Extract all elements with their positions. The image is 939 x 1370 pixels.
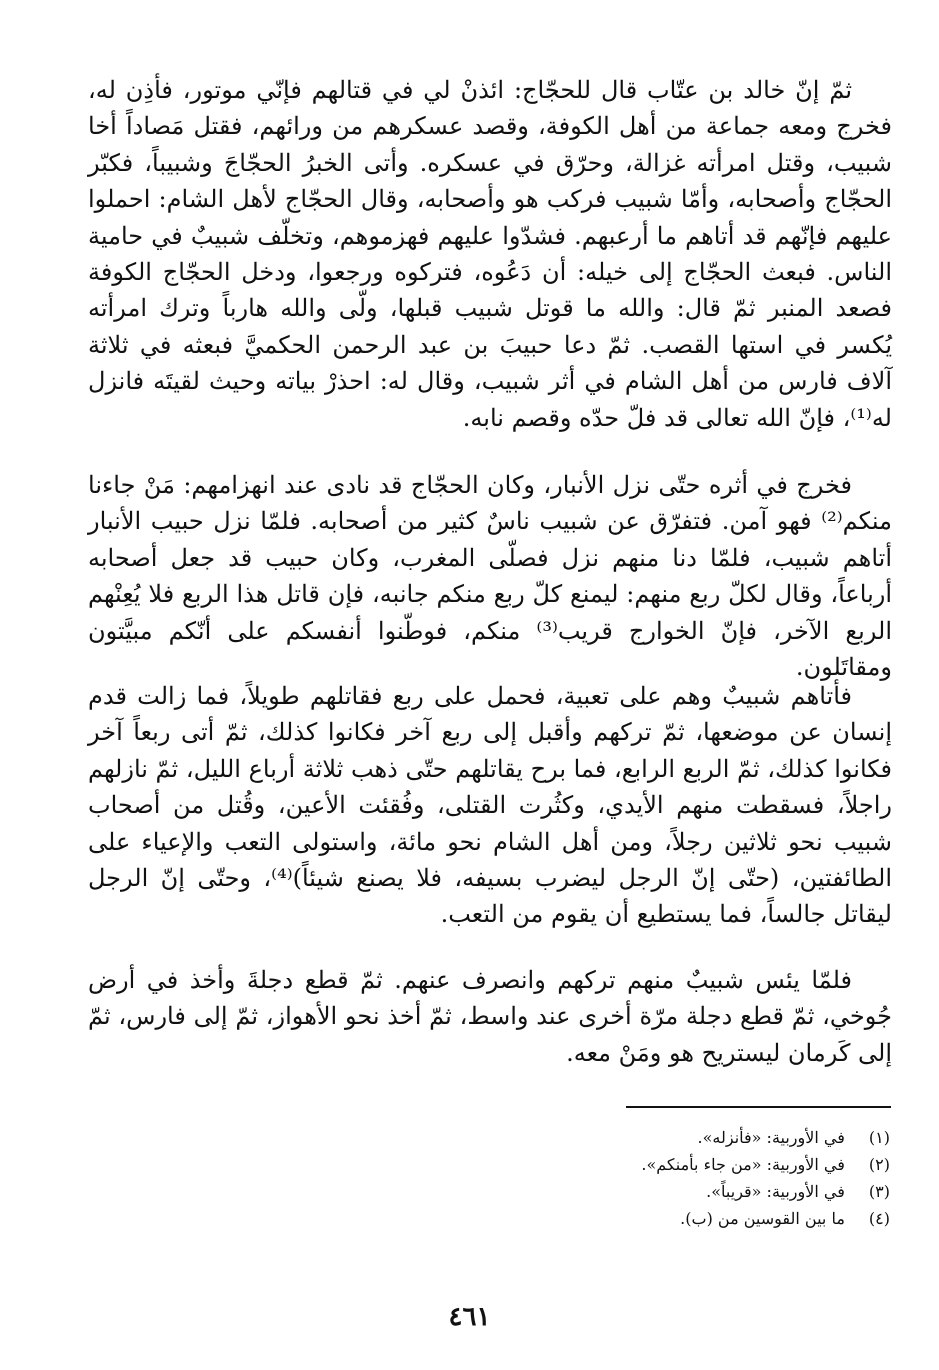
footnote-number: (٤): [868, 1209, 890, 1228]
footnote-number: (١): [868, 1128, 890, 1147]
footnote-item: [500, 1151, 890, 1178]
footnote-text: ما بين القوسين من (ب).: [680, 1209, 845, 1228]
footnote-text: في الأوربية: «فأنزله».: [697, 1128, 845, 1147]
paragraph-khalid-battle: ثمّ إنّ خالد بن عتّاب قال للحجّاج: ائذنْ لي في قتالهم فإنّي موتور، فأذِن له، فخرج ومعه جماعة من أهل الكوفة، وقصد عسكرهم من ورائهم، فقتل مَصاداً أخا شبيب، وقتل امرأته غزالة، وحرّق في عسكره. وأتى الخبرُ الحجّاجَ وشبيباً، فكبّر الحجّاج وأصحابه، وأمّا شبيب فركب هو وأصحابه، وقال الحجّاج لأهل الشام: احملوا عليهم فإنّهم قد أتاهم ما أرعبهم. فشدّوا عليهم فهزموهم، وتخلّف شبيبٌ في حامية الناس. فبعث الحجّاج إلى خيله: أن دَعُوه، فتركوه ورجعوا، ودخل الحجّاج الكوفة فصعد المنبر ثمّ قال: والله ما قوتل شبيب قبلها، ولّى والله هارباً وترك امرأته يُكسر في استها القصب. ثمّ دعا حبيبَ بن عبد الرحمن الحكميَّ فبعثه في ثلاثة آلاف فارس من أهل الشام في أثر شبيب، وقال له: احذرْ بياته وحيث لقيتَه فانزل له⁽¹⁾، فإنّ الله تعالى قد فلّ حدّه وقصم نابه.: [88, 76, 892, 432]
footnote-item: [500, 1205, 890, 1232]
footnote-number: (٣): [868, 1182, 890, 1201]
footnote-item: [500, 1178, 890, 1205]
footnotes-list: [500, 1124, 890, 1232]
paragraph-habib-anbar: فخرج في أثره حتّى نزل الأنبار، وكان الحجّاج قد نادى عند انهزامهم: مَنْ جاءنا منكم⁽²⁾ فهو آمن. فتفرّق عن شبيب ناسٌ كثير من أصحابه. فلمّا نزل حبيب الأنبار أتاهم شبيب، فلمّا دنا منهم نزل فصلّى المغرب، وكان حبيب قد جعل أصحابه أرباعاً، وقال لكلّ ربع منهم: ليمنع كلّ ربع منكم جانبه، فإن قاتل هذا الربع فلا يُعِنْهم الربع الآخر، فإنّ الخوارج قريب⁽³⁾ منكم، فوطّنوا أنفسكم على أنّكم مبيَّتون ومقاتَلون.: [88, 471, 893, 682]
paragraph-night-battle: فأتاهم شبيبٌ وهم على تعبية، فحمل على ربع فقاتلهم طويلاً، فما زالت قدم إنسان عن موضعها، ثمّ تركهم وأقبل إلى ربع آخر فكانوا كذلك، ثمّ أتى ربعاً آخر فكانوا كذلك، ثمّ الربع الرابع، فما برح يقاتلهم حتّى ذهب ثلاثة أرباع الليل، ثمّ نازلهم راجلاً، فسقطت منهم الأيدي، وكثُرت القتلى، وفُقئت الأعين، وقُتل من أصحاب شبيب نحو ثلاثين رجلاً، ومن أهل الشام نحو مائة، واستولى التعب والإعياء على الطائفتين، (حتّى إنّ الرجل ليضرب بسيفه، فلا يصنع شيئاً)⁽⁴⁾، وحتّى إنّ الرجل ليقاتل جالساً، فما يستطيع أن يقوم من التعب.: [88, 682, 893, 929]
footnote-item: [500, 1124, 890, 1151]
footnote-divider: [626, 1106, 891, 1108]
footnote-number: (٢): [868, 1155, 890, 1174]
page-number: ٤٦١: [448, 1302, 491, 1332]
paragraph-shabib-departure: فلمّا يئس شبيبٌ منهم تركهم وانصرف عنهم. ثمّ قطع دجلةَ وأخذ في أرض جُوخي، ثمّ قطع دجلة مرّة أخرى عند واسط، ثمّ أخذ نحو الأهواز، ثمّ إلى فارس، ثمّ إلى كَرمان ليستريح هو ومَنْ معه.: [88, 966, 892, 1067]
footnote-text: في الأوربية: «قريباً».: [706, 1182, 845, 1201]
footnote-text: في الأوربية: «من جاء بأمنكم».: [641, 1155, 845, 1174]
